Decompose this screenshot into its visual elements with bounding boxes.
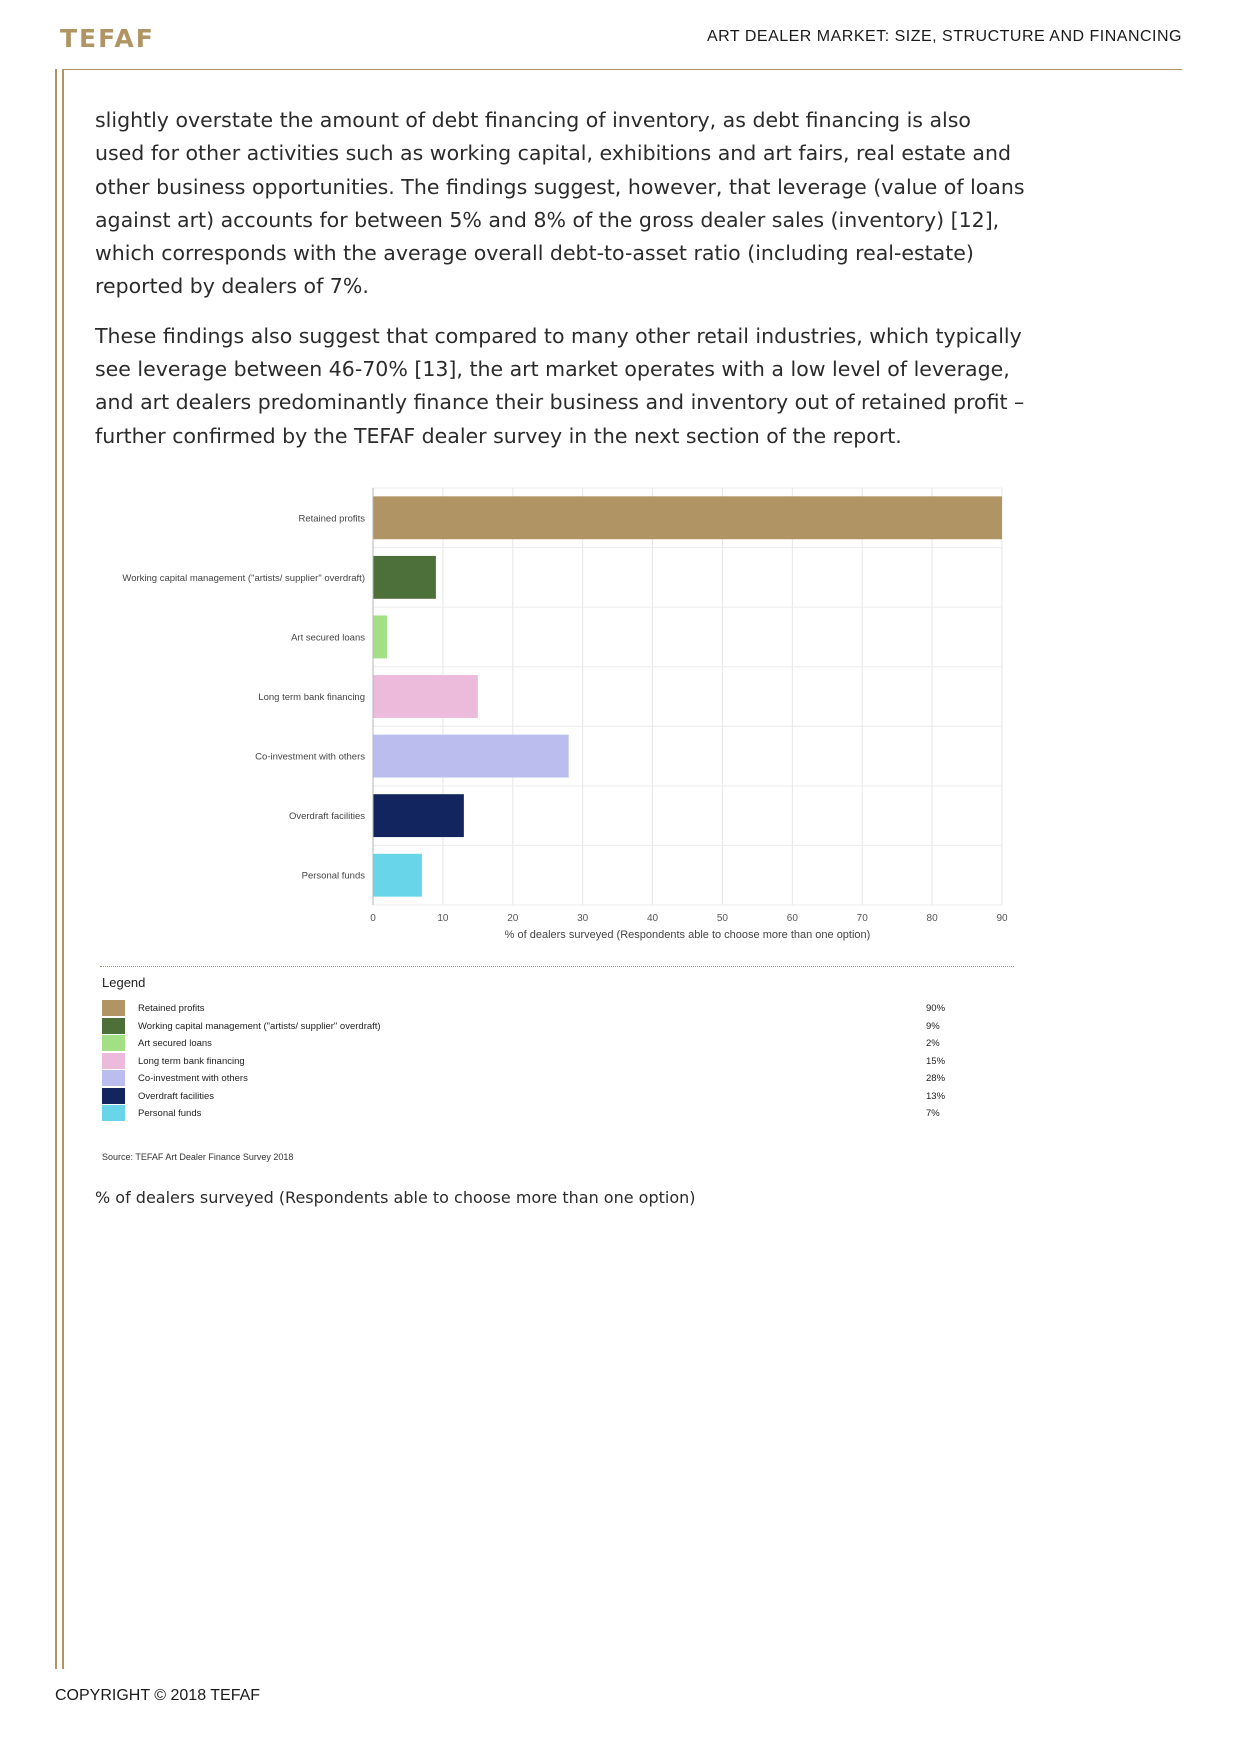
bar: [373, 615, 387, 658]
legend-label: Long term bank financing: [138, 1055, 245, 1067]
legend-value: 2%: [926, 1038, 940, 1049]
legend-swatch: [102, 1088, 125, 1104]
legend-title: Legend: [102, 975, 146, 990]
chart-caption: % of dealers surveyed (Respondents able to choose more than one option): [95, 1188, 696, 1207]
paragraph-1: slightly overstate the amount of debt financing of inventory, as debt financing is also used for other activities such as working capital, exhibitions and art fairs, real estate and other business opportunities. The findings suggest, however, that leverage (value of loans against art) accounts for between 5% and 8% of the gross dealer sales (inventory) [12], which corresponds with the average overall debt-to-asset ratio (including real-estate) reported by dealers of 7%.: [95, 108, 1025, 299]
x-tick-label: 10: [437, 913, 449, 924]
tefaf-logo: TEFAF: [60, 24, 155, 53]
category-label: Overdraft facilities: [288, 811, 365, 823]
legend-swatch: [102, 1105, 125, 1121]
legend-swatch: [102, 1035, 125, 1051]
legend-label: Personal funds: [138, 1108, 202, 1119]
copyright-footer: COPYRIGHT © 2018 TEFAF: [55, 1687, 261, 1704]
x-tick-label: 40: [646, 913, 659, 924]
paragraph-2: These findings also suggest that compared to many other retail industries, which typically see leverage between 46-70% [13], the art market operates with a low level of leverage, and art dealers predominantly finance their business and inventory out of retained profit – further confirmed by the TEFAF dealer survey in the next section of the report.: [95, 323, 1025, 448]
bar: [373, 854, 422, 897]
x-tick-label: 70: [856, 913, 868, 924]
legend-value: 90%: [926, 1003, 946, 1014]
legend-label: Art secured loans: [138, 1038, 212, 1049]
category-label: Retained profits: [298, 513, 365, 525]
legend-label: Retained profits: [138, 1003, 205, 1014]
bar: [373, 794, 464, 837]
header-rule: [62, 69, 1182, 70]
financing-bar-chart: [100, 480, 1030, 950]
category-label: Long term bank financing: [258, 692, 365, 703]
legend-item: [102, 1088, 962, 1106]
x-tick-label: 20: [507, 913, 519, 924]
legend-value: 15%: [926, 1055, 946, 1067]
bar: [373, 735, 569, 778]
legend-swatch: [102, 1018, 125, 1034]
x-axis-title: % of dealers surveyed (Respondents able to choose more than one option): [504, 929, 871, 941]
legend-label: Overdraft facilities: [138, 1090, 215, 1102]
bar: [373, 556, 436, 599]
margin-rule-inner: [62, 69, 64, 1669]
legend-item: [102, 1053, 962, 1071]
legend-swatch: [102, 1000, 125, 1016]
bar: [373, 675, 478, 718]
x-tick-label: 50: [716, 913, 729, 924]
legend-value: 28%: [926, 1073, 946, 1084]
legend-item: [102, 1070, 962, 1088]
x-tick-label: 30: [577, 913, 589, 924]
body-text: [95, 104, 1025, 469]
legend-item: [102, 1105, 962, 1123]
legend-item: [102, 1035, 962, 1053]
legend-value: 7%: [926, 1108, 940, 1119]
x-tick-label: 60: [786, 913, 798, 924]
legend-list: [102, 1000, 962, 1123]
x-tick-label: 0: [370, 913, 376, 924]
legend-divider: [100, 966, 1014, 967]
margin-rule-outer: [55, 69, 57, 1669]
category-label: Working capital management ("artists/ supplier" overdraft): [122, 572, 365, 584]
bar: [373, 496, 1002, 539]
x-tick-label: 80: [926, 913, 938, 924]
legend-item: [102, 1018, 962, 1036]
category-label: Art secured loans: [291, 632, 365, 644]
legend-swatch: [102, 1053, 125, 1069]
x-tick-label: 90: [996, 913, 1008, 924]
legend-swatch: [102, 1070, 125, 1086]
category-label: Personal funds: [301, 870, 365, 882]
running-header-title: ART DEALER MARKET: SIZE, STRUCTURE AND FINANCING: [706, 28, 1182, 45]
legend-label: Working capital management ("artists/ supplier" overdraft): [138, 1020, 381, 1032]
legend-item: [102, 1000, 962, 1018]
legend-value: 9%: [926, 1020, 940, 1032]
source-note: Source: TEFAF Art Dealer Finance Survey 2018: [102, 1152, 294, 1162]
legend-value: 13%: [926, 1090, 946, 1102]
category-label: Co-investment with others: [255, 751, 365, 763]
chart-svg: [100, 480, 1030, 950]
legend-label: Co-investment with others: [138, 1073, 248, 1084]
